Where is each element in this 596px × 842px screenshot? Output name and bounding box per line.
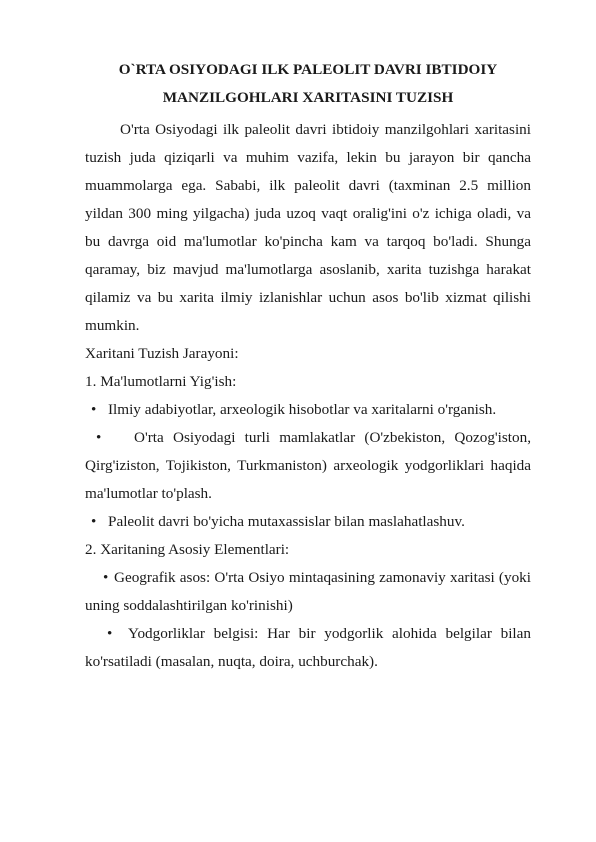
bullet-marker: • (107, 625, 113, 642)
bullet-marker: • (103, 569, 109, 586)
list-item-text: Ilmiy adabiyotlar, arxeologik hisobotlar va xaritalarni o'rganish. (108, 401, 497, 418)
bullet-marker: • (91, 513, 97, 530)
list-item-text: Paleolit davri bo'yicha mutaxassislar bilan maslahatlashuv. (108, 513, 465, 530)
bullet-marker: • (96, 429, 102, 446)
list-item (85, 620, 531, 676)
section-2-heading: 2. Xaritaning Asosiy Elementlari: (85, 541, 290, 558)
list-item (85, 564, 531, 620)
title-line-1: O`RTA OSIYODAGI ILK PALEOLIT DAVRI IBTIDOIY (118, 61, 498, 78)
bullet-marker: • (91, 401, 97, 418)
title-line-2: MANZILGOHLARI XARITASINI TUZISH (162, 89, 454, 106)
document-title (85, 56, 531, 112)
list-item-text: O'rta Osiyodagi turli mamlakatlar (O'zbekiston, Qozog'iston, Qirg'iziston, Tojikiston, Turkmaniston) arxeologik yodgorliklari haqida ma'lumotlar to'plash. (85, 429, 531, 502)
list-item-text: Geografik asos: O'rta Osiyo mintaqasining zamonaviy xaritasi (yoki uning soddalashtirilgan ko'rinishi) (85, 569, 531, 614)
process-heading: Xaritani Tuzish Jarayoni: (85, 345, 239, 362)
document-page (85, 56, 531, 676)
list-item (85, 396, 531, 424)
intro-paragraph: O'rta Osiyodagi ilk paleolit davri ibtidoiy manzilgohlari xaritasini tuzish juda qiziqarli va muhim vazifa, lekin bu jarayon bir qancha muammolarga ega. Sababi, ilk paleolit davri (taxminan 2.5 million yildan 300 ming yilgacha) juda uzoq vaqt oralig'ini o'z ichiga oladi, va bu davrga oid ma'lumotlar ko'pincha kam va tarqoq bo'ladi. Shunga qaramay, biz mavjud ma'lumotlarga asoslanib, xarita tuzishga harakat qilamiz va bu xarita ilmiy izlanishlar uchun asos bo'lib xizmat qilishi mumkin. (85, 121, 531, 334)
list-item (85, 424, 531, 508)
section-1-heading: 1. Ma'lumotlarni Yig'ish: (85, 373, 237, 390)
list-item (85, 508, 531, 536)
list-item-text: Yodgorliklar belgisi: Har bir yodgorlik alohida belgilar bilan ko'rsatiladi (masalan, nuqta, doira, uchburchak). (85, 625, 531, 670)
